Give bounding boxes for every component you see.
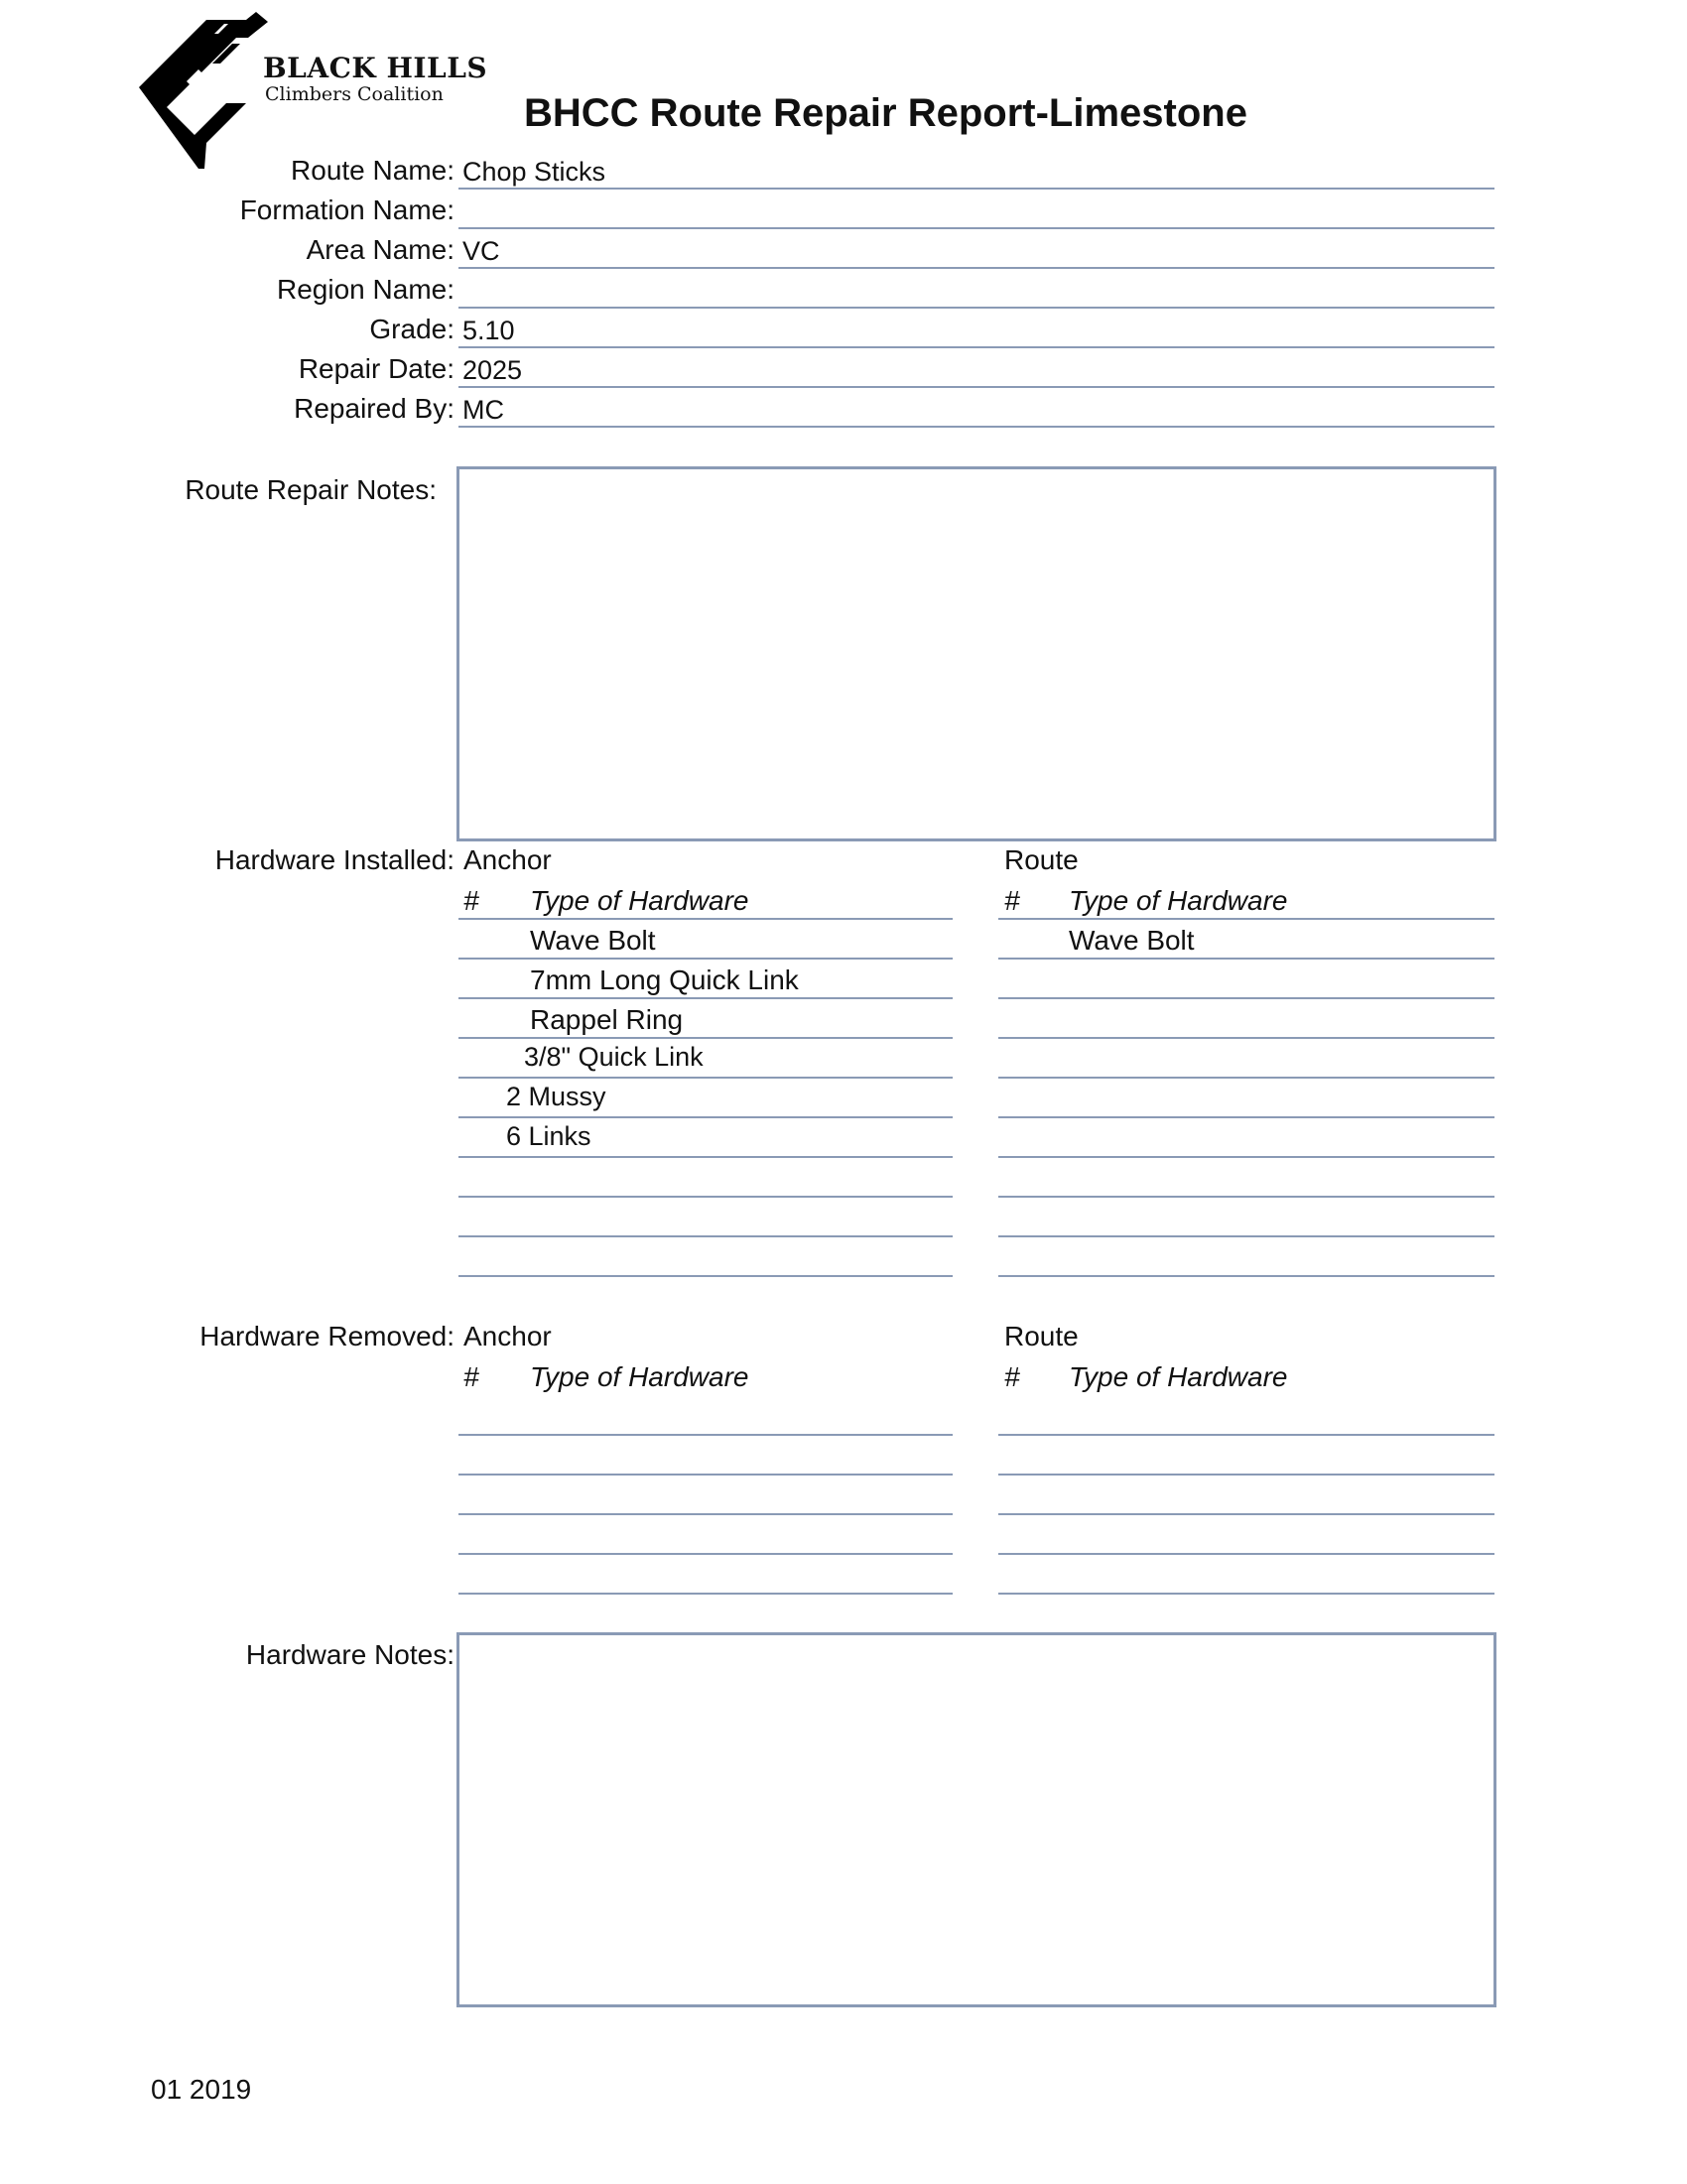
installed-anchor-row-rule	[458, 1116, 953, 1118]
route-repair-notes-box[interactable]	[456, 466, 1496, 841]
installed-anchor-col-type: Type of Hardware	[530, 885, 749, 916]
installed-anchor-row[interactable]: 7mm Long Quick Link	[530, 964, 799, 995]
hardware-notes-box[interactable]	[456, 1632, 1496, 2007]
logo-subtitle: Climbers Coalition	[265, 83, 444, 105]
installed-route-col-type: Type of Hardware	[1069, 885, 1288, 916]
route-name-label: Route Name:	[291, 155, 454, 186]
region-name-label: Region Name:	[277, 274, 454, 305]
formation-name-underline	[458, 227, 1494, 229]
installed-route-row-rule	[998, 1275, 1494, 1277]
area-name-underline	[458, 267, 1494, 269]
installed-anchor-row-rule	[458, 1156, 953, 1158]
installed-anchor-header-rule	[458, 918, 953, 920]
installed-anchor-row-rule	[458, 1235, 953, 1237]
installed-anchor-heading: Anchor	[463, 844, 552, 875]
installed-route-row-rule	[998, 1235, 1494, 1237]
installed-route-row-rule	[998, 1156, 1494, 1158]
installed-anchor-row-rule	[458, 997, 953, 999]
installed-anchor-row[interactable]: 3/8" Quick Link	[524, 1042, 704, 1072]
removed-anchor-row-rule[interactable]	[458, 1553, 953, 1555]
hardware-installed-label: Hardware Installed:	[214, 844, 454, 875]
removed-anchor-row-rule[interactable]	[458, 1593, 953, 1595]
removed-route-row-rule[interactable]	[998, 1474, 1494, 1476]
region-name-underline	[458, 307, 1494, 309]
removed-route-row-rule[interactable]	[998, 1553, 1494, 1555]
installed-route-row-rule	[998, 1196, 1494, 1198]
formation-name-label: Formation Name:	[239, 194, 454, 225]
installed-route-row-rule	[998, 1037, 1494, 1039]
installed-anchor-row[interactable]: 2 Mussy	[506, 1082, 606, 1111]
installed-anchor-row[interactable]: 6 Links	[506, 1121, 591, 1151]
repair-date-value[interactable]: 2025	[462, 355, 523, 385]
removed-anchor-row-rule[interactable]	[458, 1474, 953, 1476]
repair-date-label: Repair Date:	[298, 353, 454, 384]
removed-anchor-col-num: #	[463, 1361, 479, 1392]
installed-anchor-row-rule	[458, 1196, 953, 1198]
grade-value[interactable]: 5.10	[462, 316, 515, 345]
route-repair-notes-label: Route Repair Notes:	[185, 474, 437, 505]
installed-route-row-rule	[998, 1077, 1494, 1079]
grade-underline	[458, 346, 1494, 348]
route-name-underline	[458, 188, 1494, 190]
installed-anchor-row-rule	[458, 1077, 953, 1079]
removed-anchor-col-type: Type of Hardware	[530, 1361, 749, 1392]
removed-route-row-rule[interactable]	[998, 1593, 1494, 1595]
removed-route-row-rule[interactable]	[998, 1513, 1494, 1515]
hardware-removed-label: Hardware Removed:	[199, 1321, 454, 1351]
installed-route-heading: Route	[1004, 844, 1079, 875]
installed-anchor-row[interactable]: Rappel Ring	[530, 1004, 684, 1035]
installed-route-row-rule	[998, 958, 1494, 960]
repaired-by-value[interactable]: MC	[462, 395, 504, 425]
route-name-value[interactable]: Chop Sticks	[462, 157, 606, 187]
repair-date-underline	[458, 386, 1494, 388]
removed-route-heading: Route	[1004, 1321, 1079, 1351]
grade-label: Grade:	[369, 314, 454, 344]
area-name-value[interactable]: VC	[462, 236, 500, 266]
installed-anchor-row-rule	[458, 1037, 953, 1039]
page-title: BHCC Route Repair Report-Limestone	[524, 91, 1247, 135]
repaired-by-label: Repaired By:	[294, 393, 454, 424]
installed-route-row-rule	[998, 1116, 1494, 1118]
installed-route-row[interactable]: Wave Bolt	[1069, 925, 1195, 956]
area-name-label: Area Name:	[306, 234, 454, 265]
removed-anchor-row-rule[interactable]	[458, 1434, 953, 1436]
installed-anchor-row[interactable]: Wave Bolt	[530, 925, 656, 956]
installed-route-row-rule	[998, 997, 1494, 999]
installed-anchor-row-rule	[458, 1275, 953, 1277]
installed-route-col-num: #	[1004, 885, 1020, 916]
removed-route-row-rule[interactable]	[998, 1434, 1494, 1436]
installed-anchor-row-rule	[458, 958, 953, 960]
repaired-by-underline	[458, 426, 1494, 428]
form-version: 01 2019	[151, 2074, 252, 2105]
installed-anchor-col-num: #	[463, 885, 479, 916]
logo-title: BLACK HILLS	[263, 52, 488, 84]
removed-route-col-type: Type of Hardware	[1069, 1361, 1288, 1392]
removed-route-col-num: #	[1004, 1361, 1020, 1392]
removed-anchor-heading: Anchor	[463, 1321, 552, 1351]
removed-anchor-row-rule[interactable]	[458, 1513, 953, 1515]
installed-route-header-rule	[998, 918, 1494, 920]
hardware-notes-label: Hardware Notes:	[245, 1639, 454, 1670]
